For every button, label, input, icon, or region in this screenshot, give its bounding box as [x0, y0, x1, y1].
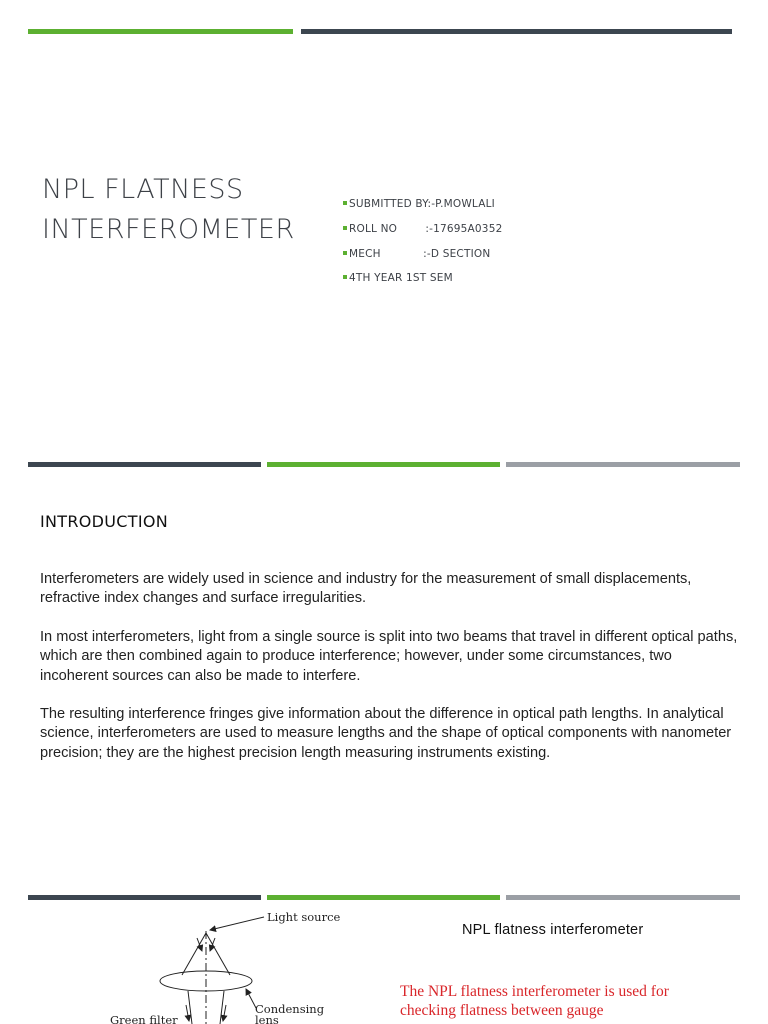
accent-bar-green: [267, 895, 500, 900]
label-condensing-lens-line2: lens: [255, 1013, 279, 1024]
intro-paragraph: Interferometers are widely used in science and industry for the measurement of small displacements, refractive index changes and surface irregularities.: [40, 571, 692, 607]
bullet-square-icon: [343, 275, 347, 279]
author-details-list: [343, 196, 502, 295]
ray-arrow: [197, 938, 202, 951]
bullet-square-icon: [343, 201, 347, 205]
leader-line: [210, 917, 264, 930]
slide3-title: NPL flatness interferometer: [462, 922, 644, 938]
label-light-source: Light source: [267, 910, 341, 924]
ray-arrow: [210, 938, 215, 951]
ray-line: [182, 933, 206, 975]
accent-bar-green: [28, 29, 293, 34]
accent-bar-dark: [301, 29, 732, 34]
slide-title-line1: NPL FLATNESS: [42, 174, 244, 205]
accent-bar-green: [267, 462, 500, 467]
bullet-square-icon: [343, 251, 347, 255]
detail-item: ROLL NO :-17695A0352: [343, 221, 502, 246]
accent-bar-dark: [28, 895, 261, 900]
slide-title: [42, 170, 295, 250]
accent-bar-dark: [28, 462, 261, 467]
section-heading: INTRODUCTION: [40, 512, 169, 531]
interferometer-diagram: [100, 905, 360, 1024]
ray-line: [206, 933, 230, 975]
bullet-square-icon: [343, 226, 347, 230]
label-green-filter: Green filter: [110, 1013, 178, 1024]
ray-arrow: [223, 1005, 226, 1021]
accent-bar-gray: [506, 895, 740, 900]
accent-bar-gray: [506, 462, 740, 467]
detail-item: 4TH YEAR 1ST SEM: [343, 270, 502, 295]
ray-arrow: [186, 1005, 189, 1021]
slide-title-line2: INTERFEROMETER: [42, 214, 295, 245]
intro-paragraph: In most interferometers, light from a single source is split into two beams that travel in different optical paths, which are then combined again to produce interference; however, under some circumstances, two incoherent sources can also be made to interfere.: [40, 628, 738, 684]
detail-item: MECH :-D SECTION: [343, 246, 502, 271]
slide3-description: The NPL flatness interferometer is used for checking flatness between gauge: [400, 983, 669, 1019]
intro-text: [40, 570, 740, 782]
detail-item: SUBMITTED BY:-P.MOWLALI: [343, 196, 502, 221]
label-condensing-lens: Condensing: [255, 1002, 325, 1016]
intro-paragraph: The resulting interference fringes give information about the difference in optical path lengths. In analytical science, interferometers are used to measure lengths and the shape of optical components with nanometer precision; they are the highest precision length measuring instruments existing.: [40, 706, 732, 761]
